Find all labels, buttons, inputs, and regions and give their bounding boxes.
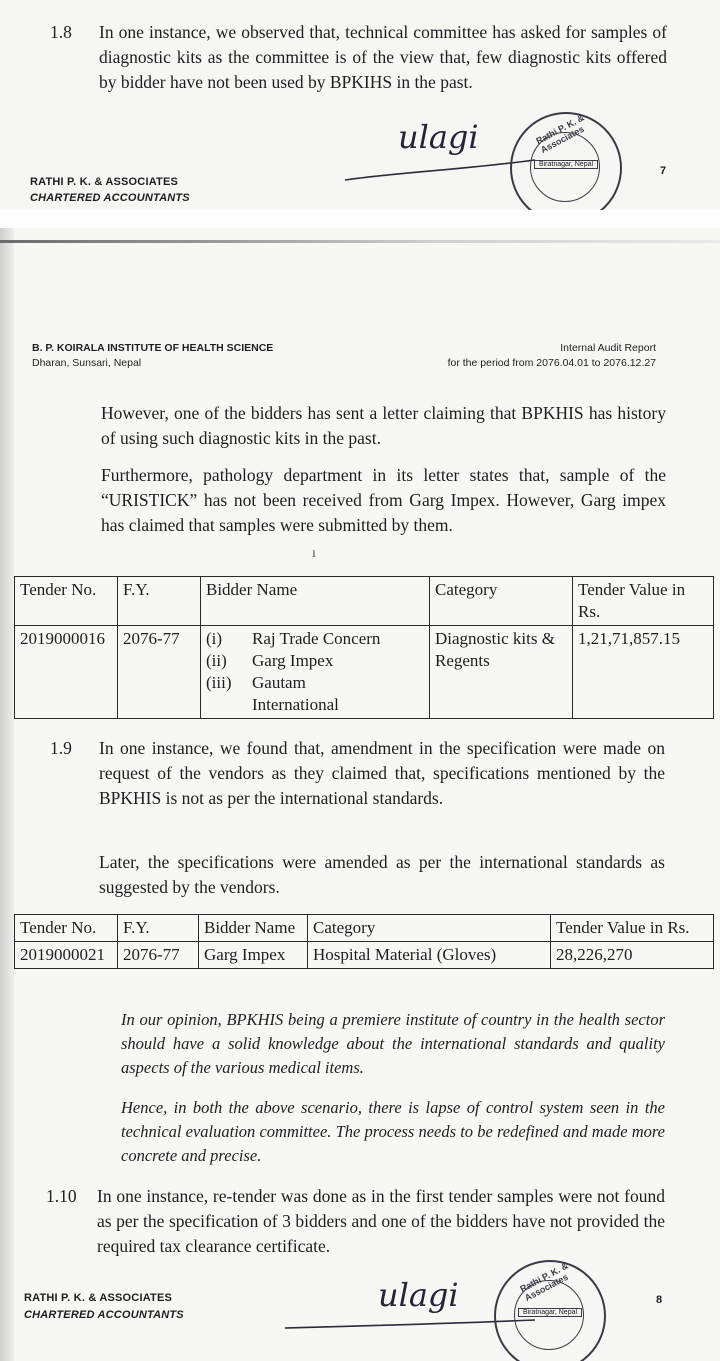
item-paragraph: In one instance, re-tender was done as in the first tender samples were not found as per the specification of 3 bidders and one of the bidders have not provided the required tax clearance certificate.	[97, 1186, 665, 1256]
tender-table-2	[14, 914, 714, 969]
signature: ulagi	[378, 1276, 459, 1314]
col-fy: F.Y.	[118, 915, 199, 942]
binder-edge	[0, 228, 14, 1361]
bidder-item: (iii) Gautam International	[206, 673, 339, 714]
item-paragraph: In one instance, we found that, amendment in the specification were made on request of the vendors as they claimed that, specifications mentioned by the BPKHIS is not as per the international standards.	[99, 738, 665, 808]
signature: ulagi	[398, 118, 479, 156]
seal-top-text: Rathi P. K. & Associates	[518, 1260, 570, 1304]
item-number: 1.10	[46, 1186, 77, 1206]
item-number: 1.9	[50, 738, 72, 758]
opinion-paragraph: In our opinion, BPKHIS being a premiere institute of country in the health sector should have a solid knowledge about the international standards and quality aspects of the various medical items.	[121, 1010, 665, 1077]
bidder-item: (ii) Garg Impex	[206, 651, 334, 670]
footer-firm-subtitle: CHARTERED ACCOUNTANTS	[24, 1309, 184, 1321]
header-institute: B. P. KOIRALA INSTITUTE OF HEALTH SCIENCE	[32, 342, 274, 354]
col-tender-no: Tender No.	[15, 915, 118, 942]
header-report-title: Internal Audit Report	[560, 342, 656, 354]
seal-center-text: Biratnagar, Nepal	[534, 160, 598, 169]
col-category: Category	[308, 915, 551, 942]
bidder-item: (i) Raj Trade Concern	[206, 629, 381, 648]
seal-top-text: Rathi P. K. & Associates	[534, 112, 586, 156]
header-report-period: for the period from 2076.04.01 to 2076.12.27	[447, 357, 656, 369]
cell-tender-no: 2019000016	[15, 626, 118, 719]
col-bidder-name: Bidder Name	[201, 577, 430, 626]
tender-table-1	[14, 576, 714, 719]
cell-fy: 2076-77	[118, 942, 199, 969]
seal-center-text: Biratnagar, Nepal	[518, 1308, 582, 1317]
cell-category: Hospital Material (Gloves)	[308, 942, 551, 969]
cell-tender-value: 28,226,270	[551, 942, 714, 969]
col-fy: F.Y.	[118, 577, 201, 626]
scan-top-edge	[0, 240, 720, 243]
page-number: 7	[660, 165, 667, 177]
col-tender-value: Tender Value in Rs.	[573, 577, 714, 626]
table-row	[15, 626, 714, 719]
table-header-row	[15, 577, 714, 626]
item-paragraph-continued: Later, the specifications were amended as per the international standards as suggested by the vendors.	[99, 852, 665, 897]
page-8: B. P. KOIRALA INSTITUTE OF HEALTH SCIENCE Dharan, Sunsari, Nepal Internal Audit Report for the period from 2076.04.01 to 2076.12.27 However, one of the bidders has sent a letter claiming that BPKHIS has history of using such diagnostic kits in the past. Furthermore, pathology department in its letter states that, sample of the “URISTICK” has not been received from Garg Impex. However, Garg impex has claimed that samples were submitted by them. ı Tender No. F.Y. Bidder Name Category Tender Value in Rs. 2019000016 2076-77 (i) Raj Trade Concern (ii) Garg Impex (iii) Gautam International Diagnostic kits & Regents 1,21,71,857.15 1.9 In one instance, we found that, amendment in the specification were made on request of the vendors as they claimed that, specifications mentioned by the BPKHIS is not as per the international standards. Later, the specifications were amended as per the international standards as suggested by the vendors. Tender No. F.Y. Bidder Name Category Tender Value in Rs. 2019000021 2076-77 Garg Impex Hospital Material (Gloves) 28,226,270 In our opinion, BPKHIS being a premiere institute of country in the health sector should have a solid knowledge about the international standards and quality aspects of the various medical items. Hence, in both the above scenario, there is lapse of control system seen in the technical evaluation committee. The process needs to be redefined and made more concrete and precise. 1.10 In one instance, re-tender was done as in the first tender samples were not found as per the specification of 3 bidders and one of the bidders have not provided the required tax clearance certificate. ulagi Biratnagar, Nepal Rathi P. K. & Associates RATHI P. K. & ASSOCIATES CHARTERED ACCOUNTANTS 8	[0, 228, 720, 1361]
paragraph-bidder-letter: However, one of the bidders has sent a letter claiming that BPKHIS has history of using such diagnostic kits in the past.	[101, 403, 666, 448]
page-gap	[0, 210, 720, 228]
paragraph-pathology: Furthermore, pathology department in its letter states that, sample of the “URISTICK” has not been received from Garg Impex. However, Garg impex has claimed that samples were submitted by them.	[101, 465, 666, 535]
company-seal	[494, 1260, 606, 1361]
table-row	[15, 942, 714, 969]
cell-bidder-name: Garg Impex	[199, 942, 308, 969]
item-paragraph: In one instance, we observed that, technical committee has asked for samples of diagnostic kits as the committee is of the view that, few diagnostic kits offered by bidder have not been used by BPKIHS in the past.	[99, 22, 667, 92]
table-header-row	[15, 915, 714, 942]
col-tender-value: Tender Value in Rs.	[551, 915, 714, 942]
cell-category: Diagnostic kits & Regents	[430, 626, 573, 719]
footer-firm-name: RATHI P. K. & ASSOCIATES	[30, 176, 179, 188]
col-bidder-name: Bidder Name	[199, 915, 308, 942]
footer-firm-subtitle: CHARTERED ACCOUNTANTS	[30, 192, 190, 202]
footer-firm-name: RATHI P. K. & ASSOCIATES	[24, 1292, 173, 1304]
cell-bidders	[201, 626, 430, 719]
page-7-fragment	[0, 0, 720, 210]
cell-fy: 2076-77	[118, 626, 201, 719]
cell-tender-value: 1,21,71,857.15	[573, 626, 714, 719]
col-category: Category	[430, 577, 573, 626]
item-number: 1.8	[50, 22, 72, 42]
page-number: 8	[656, 1294, 663, 1306]
conclusion-paragraph: Hence, in both the above scenario, there is lapse of control system seen in the technical evaluation committee. The process needs to be redefined and made more concrete and precise.	[121, 1098, 665, 1165]
cell-tender-no: 2019000021	[15, 942, 118, 969]
col-tender-no: Tender No.	[15, 577, 118, 626]
company-seal	[510, 112, 622, 210]
header-location: Dharan, Sunsari, Nepal	[32, 357, 142, 369]
